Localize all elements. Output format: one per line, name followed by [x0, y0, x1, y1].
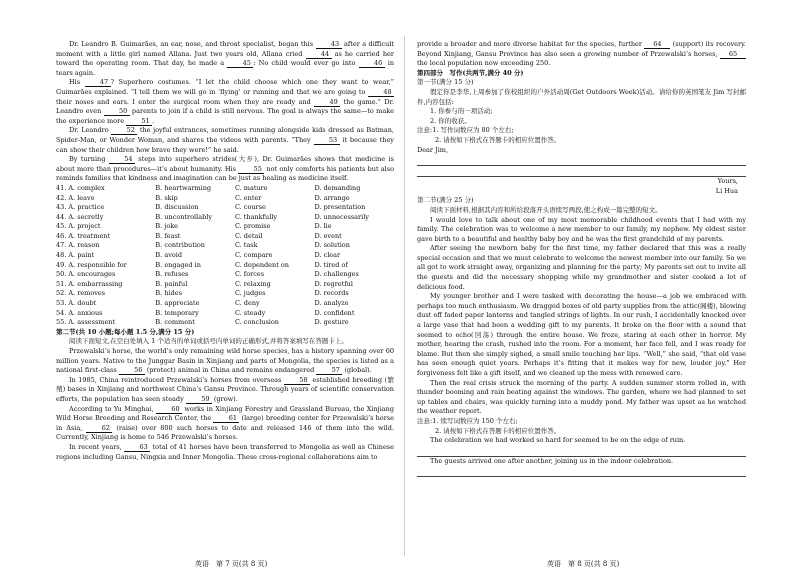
blank-65: 65: [720, 50, 746, 59]
section-2-instruction: 阅读下面短文,在空白处填入 1 个适当的单词或括号内单词的正确形式,并将答案填写在答题卡上。: [69, 337, 348, 346]
option-choice: B. discussion: [155, 203, 199, 212]
option-choice: B. temporary: [155, 308, 199, 317]
option-choice: 42. A. leave: [56, 193, 95, 202]
option-choice: D. presentation: [314, 203, 366, 212]
option-choice: C. dependent on: [234, 260, 289, 269]
blank-46: 46: [359, 59, 385, 68]
option-choice: B. skip: [155, 193, 178, 202]
option-choice: C. deny: [234, 299, 260, 308]
option-choice: D. gesture: [314, 318, 349, 327]
option-row: [56, 318, 394, 328]
option-choice: B. feast: [155, 231, 181, 240]
option-choice: 43. A. practice: [56, 203, 105, 212]
answer-line: [417, 155, 746, 166]
option-choice: D. clear: [314, 251, 341, 260]
blank-55: 55: [238, 165, 264, 174]
cloze-paragraph-1: Dr. Leandro B. Guimarães, an ear, nose, and throat specialist, began this 43 after a difficult moment with a little girl named Allana. Just two years old, Allana cried 44 as he carried her toward the operating room. That day, he made a 45 : No child would ever go into 46 in tears again.: [56, 40, 395, 77]
option-choice: 41. A. complex: [56, 183, 105, 192]
option-choice: D. regretful: [314, 279, 353, 288]
option-choice: C. compare: [234, 251, 273, 260]
writing-section-1-heading: 第一节(满分 15 分): [417, 78, 474, 87]
blank-45: 45: [227, 59, 253, 68]
blank-60: 60: [156, 405, 182, 414]
page-divider: [404, 36, 405, 556]
option-choice: D. lie: [314, 222, 332, 231]
option-choice: D. solution: [314, 241, 350, 250]
blank-52: 52: [111, 126, 137, 135]
blank-61: 61: [213, 414, 239, 423]
option-row: [56, 232, 394, 242]
option-choice: B. appreciate: [155, 299, 200, 308]
option-choice: B. comment: [155, 318, 195, 327]
option-choice: C. thankfully: [234, 212, 278, 221]
option-row: [56, 222, 394, 232]
blank-63: 63: [124, 443, 150, 452]
story-paragraph-4: Then the real crisis struck the morning of the party. A sudden summer storm rolled in, with thunder booming and rain beating against the windows. The garden, where we had planned to set up tables and chairs, was quickly turning into a muddy pond. My father was upset as he watched the weather report.: [417, 378, 746, 416]
grammar-paragraph-3: According to Yu Minghai, 60 works in Xinjiang Forestry and Grassland Bureau, the Xinjiang Wild Horse Breeding and Research Center, the 61 (large) breeding center for Przewalski’s horse in Asia, 62 (raise) over 800 such horses to date and released 146 of them into the wild. Currently, Xinjiang is home to 546 Przewalski’s horses.: [56, 404, 394, 442]
option-choice: C. forces: [234, 270, 265, 279]
option-choice: 47. A. reason: [56, 241, 100, 250]
option-row: [56, 241, 394, 251]
writing-section-2-heading: 第二节(满分 25 分): [417, 196, 474, 205]
option-row: [56, 261, 394, 271]
grammar-paragraph-4: In recent years, 63 total of 41 horses have been transferred to Mongolia as well as Chinese regions including Gansu, Ningxia and Inner Mongolia. These cross-regional collaborations aim to: [56, 442, 394, 461]
option-choice: D. records: [314, 289, 349, 298]
option-choice: 50. A. encourages: [56, 270, 116, 279]
grammar-paragraph-1: Przewalski’s horse, the world’s only remaining wild horse species, has a history spanning over 60 million years. Native to the Junggar Basin in Xinjiang and parts of Mongolia, the species is listed as a national first-class 56 (protect) animal in China and remains endangered 57 (global).: [56, 347, 394, 375]
option-choice: C. relaxing: [234, 279, 271, 288]
option-choice: C. enter: [234, 193, 262, 202]
option-choice: B. engaged in: [155, 260, 201, 269]
writing-section-1-prompt: 假定你是李华,上周参加了你校组织的户外活动周(Get Outdoors Week)活动。请给你的英国笔友 Jim 写封邮件,内容包括:: [417, 87, 746, 106]
continuation-start-1: The celebration we had worked so hard for seemed to be on the edge of ruin.: [430, 436, 686, 445]
blank-43: 43: [316, 40, 342, 49]
option-choice: 45. A. project: [56, 222, 101, 231]
answer-line: [417, 466, 746, 477]
option-choice: D. tired of: [314, 260, 348, 269]
section-2-heading: 第二节(共 10 小题;每小题 1.5 分,满分 15 分): [56, 327, 195, 336]
option-choice: B. heartwarming: [155, 183, 212, 192]
option-choice: B. joke: [155, 222, 179, 231]
option-row: [56, 251, 394, 261]
blank-47: 47: [85, 78, 111, 87]
option-choice: D. event: [314, 231, 342, 240]
option-choice: B. avoid: [155, 251, 183, 260]
letter-signature: Li Hua: [715, 186, 738, 195]
grammar-paragraph-2: In 1985, China reintroduced Przewalski’s horses from overseas 58 established breeding (繁殖) bases in Xinjiang and northwest China’s Gansu Province. Through years of scientific conservation efforts, the population has seen steady 59 (grow).: [56, 375, 394, 403]
writing-note-4: 2. 请按如下格式在答题卡的相应位置作答。: [435, 426, 561, 435]
option-choice: D. confident: [314, 308, 355, 317]
story-paragraph-2: After seeing the newborn baby for the first time, my father declared that this was a really special occasion and that we must celebrate to welcome the newest member into our family. So we all got to work straight away, organizing and planning for the party; My parents set out to invite all the guests and did the necessary shopping while my grandmother and sister cooked a lot of delicious food.: [417, 244, 746, 291]
option-row: [56, 184, 394, 194]
blank-48: 48: [368, 88, 394, 97]
continuation-start-2: The guests arrived one after another, joining us in the indoor celebration.: [430, 456, 674, 465]
answer-line: [417, 166, 746, 177]
cloze-paragraph-3: Dr. Leandro 52 the joyful entrances, sometimes running alongside kids dressed as Batman, Spider-Man, or Wonder Woman, and shares the videos with parents. “They 53 it because they can show their children how brave they were!” he said.: [56, 126, 394, 154]
option-choice: C. promise: [234, 222, 271, 231]
answer-line: [417, 446, 746, 457]
option-choice: 48. A. paint: [56, 251, 95, 260]
option-choice: C. mature: [234, 183, 268, 192]
option-choice: C. conclusion: [234, 318, 279, 327]
right-page: [417, 40, 746, 477]
option-choice: B. uncontrollably: [155, 212, 213, 221]
writing-point-1: 1. 你参与的一项活动;: [430, 107, 493, 116]
option-row: [56, 270, 394, 280]
left-page: [56, 40, 394, 462]
blank-56: 56: [119, 366, 145, 375]
cloze-paragraph-2: His 47 ? Superhero costumes. “I let the child choose which one they want to wear,” Guimarães explained. “I tell them we will go in ‘flying’ or running and that we are going to 48 their noses and ears. I enter the surgical room when they are ready and 49 the game.” Dr. Leandro even 50 parents to join if a child is still nervous. The goal is always the same—to make the experience more 51 .: [56, 78, 395, 125]
blank-53: 53: [314, 136, 340, 145]
blank-51: 51: [126, 117, 152, 126]
blank-49: 49: [314, 98, 340, 107]
writing-note-1: 注意:1. 写作词数应为 80 个左右;: [417, 126, 514, 135]
option-choice: B. refuses: [155, 270, 189, 279]
option-choice: 49. A. responsible for: [56, 260, 127, 269]
option-choice: 44. A. secretly: [56, 212, 104, 221]
blank-57: 57: [316, 366, 342, 375]
page-footer-left: 英语 第 7 页(共 8 页): [195, 560, 268, 568]
answer-options: [56, 184, 394, 328]
option-row: [56, 309, 394, 319]
option-row: [56, 289, 394, 299]
option-row: [56, 280, 394, 290]
option-choice: D. challenges: [314, 270, 359, 279]
option-choice: B. painful: [155, 279, 188, 288]
blank-64: 64: [644, 40, 670, 49]
option-choice: 54. A. anxious: [56, 308, 103, 317]
part-4-heading: 第四部分 写作(共两节,满分 40 分): [417, 68, 524, 77]
blank-62: 62: [86, 424, 112, 433]
option-choice: B. hides: [155, 289, 182, 298]
blank-58: 58: [284, 376, 310, 385]
blank-44: 44: [306, 50, 332, 59]
option-row: [56, 194, 394, 204]
option-choice: 55. A. assessment: [56, 318, 116, 327]
writing-note-2: 2. 请按如下格式在答题卡的相应位置作答。: [435, 135, 561, 144]
option-choice: C. task: [234, 241, 258, 250]
option-choice: 51. A. embarrassing: [56, 279, 123, 288]
page-footer-right: 英语 第 8 页(共 8 页): [547, 560, 620, 568]
option-choice: B. contribution: [155, 241, 205, 250]
option-row: [56, 203, 394, 213]
option-row: [56, 213, 394, 223]
option-choice: C. steady: [234, 308, 266, 317]
option-choice: D. unnecessarily: [314, 212, 369, 221]
option-choice: C. course: [234, 203, 266, 212]
option-choice: C. judges: [234, 289, 266, 298]
option-choice: C. detail: [234, 231, 263, 240]
writing-note-3: 注意:1. 续写词数应为 150 个左右;: [417, 416, 518, 425]
option-choice: 53. A. doubt: [56, 299, 97, 308]
option-choice: 46. A. treatment: [56, 231, 111, 240]
option-choice: D. analyze: [314, 299, 349, 308]
writing-section-2-prompt: 阅读下面材料,根据其内容和所给段落开头语续写两段,使之构成一篇完整的短文。: [430, 205, 662, 214]
story-paragraph-3: My younger brother and I were tasked with decorating the house—a job we embraced with perhaps too much enthusiasm. We dragged boxes of old party supplies from the attic(阁楼), blowing dust off faded paper lanterns and tangled strings of lights. In our rush, I accidentally knocked over a large vase that had been a wedding gift to my parents. It broke on the floor with a sound that seemed to echo(回荡) through the entire house. We froze, staring at each other in horror. My mother, hearing the crash, rushed into the room. For a moment, her face fell, and I was ready for blame. But then she simply sighed, a small smile touching her lips. “Well,” she said, “that old vase has seen enough quiet years. Perhaps it’s fitting that it makes way for new, louder joy.” Her forgiveness felt like a gift itself, and we cleaned up the mess with renewed care.: [417, 292, 746, 377]
letter-greeting: Dear Jim,: [417, 145, 449, 154]
cloze-paragraph-4: By turning 54 steps into superhero strides(大步), Dr. Guimarães shows that medicine is about more than procedures—it’s about humanity. His 55 not only comforts his patients but also reminds families that kindness and imagination can be just as healing as medicine itself.: [56, 155, 394, 183]
option-row: [56, 299, 394, 309]
option-choice: D. arrange: [314, 193, 350, 202]
blank-50: 50: [104, 107, 130, 116]
writing-point-2: 2. 你的收获。: [430, 116, 471, 125]
blank-59: 59: [186, 395, 212, 404]
story-paragraph-1: I would love to talk about one of my most memorable childhood events that I had with my family. The celebration was to welcome a new member to our family, my nephew. My eldest sister gave birth to a beautiful and healthy baby boy and he was the first grandchild of my parents.: [417, 215, 746, 243]
letter-closing: Yours,: [717, 177, 738, 186]
option-choice: D. demanding: [314, 183, 361, 192]
grammar-paragraph-continued: provide a broader and more diverse habitat for the species, further 64 (support) its recovery. Beyond Xinjiang, Gansu Province has also seen a growing number of Przewalski’s horses, 65 the local population now exceeding 250.: [417, 40, 746, 68]
option-choice: 52. A. removes: [56, 289, 106, 298]
blank-54: 54: [109, 155, 135, 164]
